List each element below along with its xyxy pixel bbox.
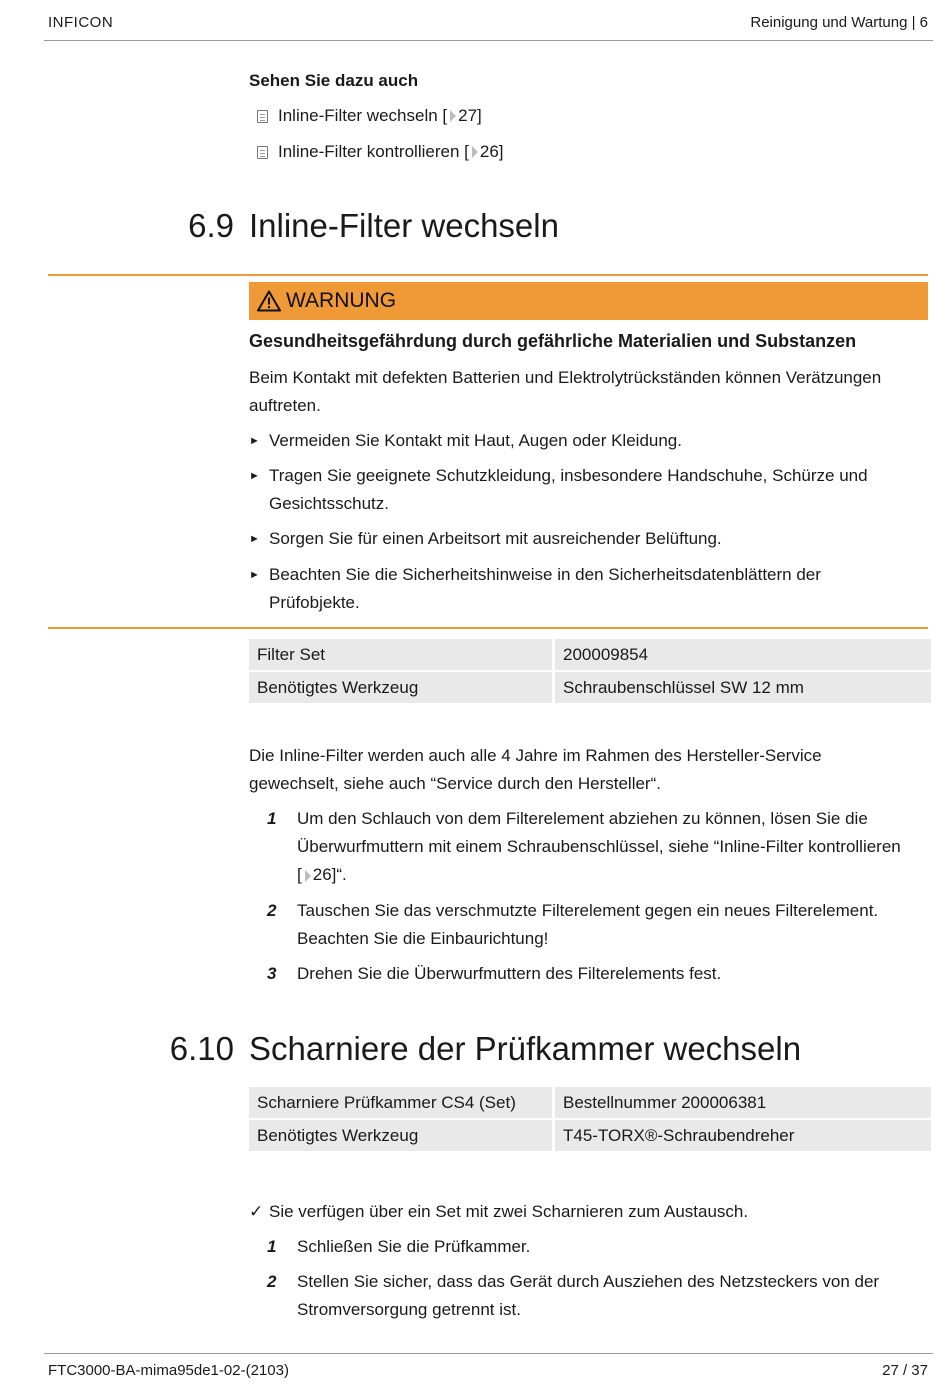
link-page: 26] [479, 142, 504, 161]
footer-doc-id: FTC3000-BA-mima95de1-02-(2103) [48, 1362, 289, 1379]
table-row [249, 639, 931, 672]
step-item [267, 897, 950, 953]
table-key: Benötigtes Werkzeug [249, 672, 555, 705]
see-also-title: Sehen Sie dazu auch [249, 71, 419, 90]
step-ref[interactable] [297, 861, 950, 889]
warning-title: Gesundheitsgefährdung durch gefährliche Materialien und Substanzen [249, 331, 857, 351]
warning-text [249, 364, 881, 420]
step-text: Überwurfmuttern mit einem Schraubenschlüssel, siehe “Inline-Filter kontrollieren [297, 837, 901, 856]
warning-text-line: auftreten. [249, 396, 321, 415]
see-also-link-1[interactable] [257, 106, 482, 126]
warning-bullet [249, 462, 929, 518]
document-icon [257, 146, 268, 159]
step-text: Drehen Sie die Überwurfmuttern des Filterelements fest. [297, 964, 722, 983]
bullet-arrow-icon: ► [249, 470, 260, 482]
warning-bullet [249, 561, 929, 617]
section-title: Inline-Filter wechseln [249, 207, 559, 244]
table-key: Scharniere Prüfkammer CS4 (Set) [249, 1087, 555, 1120]
table-key: Filter Set [249, 639, 555, 672]
page-arrow-icon [450, 110, 456, 122]
precondition-text: Sie verfügen über ein Set mit zwei Scharnieren zum Austausch. [269, 1202, 749, 1221]
table-row [249, 672, 931, 705]
step-item [267, 1233, 950, 1261]
table-value: T45-TORX®-Schraubendreher [555, 1120, 931, 1153]
page-arrow-icon [305, 870, 311, 882]
ref-page: 26]“. [312, 865, 347, 884]
section-title: Scharniere der Prüfkammer wechseln [249, 1030, 802, 1067]
section-number: 6.9 [188, 207, 234, 244]
header-section: Reinigung und Wartung | 6 [750, 14, 928, 31]
warning-top-rule [48, 274, 928, 276]
header-brand: INFICON [48, 14, 114, 31]
step-text: Stromversorgung getrennt ist. [297, 1300, 521, 1319]
link-label: Inline-Filter wechseln [ [278, 106, 448, 125]
see-also-link-2[interactable] [257, 142, 504, 162]
warning-icon [257, 290, 281, 312]
precondition [249, 1198, 929, 1226]
ref-open: [ [297, 865, 302, 884]
bullet-text: Sorgen Sie für einen Arbeitsort mit ausreichender Belüftung. [269, 529, 722, 548]
step-number: 2 [267, 901, 277, 920]
step-number: 1 [267, 1237, 277, 1256]
intro-line: gewechselt, siehe auch “Service durch den Hersteller“. [249, 774, 661, 793]
step-item [267, 1268, 950, 1324]
bullet-arrow-icon: ► [249, 569, 260, 581]
warning-banner [249, 282, 928, 320]
checkmark-icon: ✓ [249, 1202, 264, 1221]
parts-table [249, 639, 931, 705]
document-icon [257, 110, 268, 123]
bullet-text: Gesichtsschutz. [269, 494, 389, 513]
warning-bullet [249, 525, 929, 553]
warning-text-line: Beim Kontakt mit defekten Batterien und Elektrolytrückständen können Verätzungen [249, 368, 882, 387]
parts-table [249, 1087, 931, 1153]
table-value: Schraubenschlüssel SW 12 mm [555, 672, 931, 705]
link-label: Inline-Filter kontrollieren [ [278, 142, 469, 161]
warning-label: WARNUNG [286, 289, 397, 312]
step-text: Stellen Sie sicher, dass das Gerät durch Ausziehen des Netzsteckers von der [297, 1272, 880, 1291]
header-divider [44, 40, 933, 41]
footer-divider [44, 1353, 933, 1354]
bullet-text: Vermeiden Sie Kontakt mit Haut, Augen oder Kleidung. [269, 431, 682, 450]
link-page: 27] [458, 106, 482, 125]
bullet-text: Beachten Sie die Sicherheitshinweise in den Sicherheitsdatenblättern der [269, 565, 821, 584]
step-number: 2 [267, 1272, 277, 1291]
step-number: 3 [267, 964, 277, 983]
intro-text [249, 742, 822, 798]
warning-bottom-rule [48, 627, 928, 629]
table-value: 200009854 [555, 639, 931, 672]
step-number: 1 [267, 809, 277, 828]
step-text: Um den Schlauch von dem Filterelement abziehen zu können, lösen Sie die [297, 809, 868, 828]
section-number: 6.10 [169, 1030, 234, 1067]
bullet-text: Prüfobjekte. [269, 593, 360, 612]
intro-line: Die Inline-Filter werden auch alle 4 Jahre im Rahmen des Hersteller-Service [249, 746, 822, 765]
step-text: Tauschen Sie das verschmutzte Filterelement gegen ein neues Filterelement. [297, 901, 879, 920]
table-value: Bestellnummer 200006381 [555, 1087, 931, 1120]
warning-bullet [249, 427, 929, 455]
bullet-arrow-icon: ► [249, 533, 260, 545]
step-text: Schließen Sie die Prüfkammer. [297, 1237, 531, 1256]
table-row [249, 1120, 931, 1153]
table-row [249, 1087, 931, 1120]
bullet-arrow-icon: ► [249, 435, 260, 447]
table-key: Benötigtes Werkzeug [249, 1120, 555, 1153]
step-item [267, 960, 950, 988]
bullet-text: Tragen Sie geeignete Schutzkleidung, insbesondere Handschuhe, Schürze und [269, 466, 868, 485]
page-arrow-icon [472, 146, 478, 158]
footer-page-number: 27 / 37 [882, 1362, 928, 1379]
step-item [267, 805, 950, 889]
step-text: Beachten Sie die Einbaurichtung! [297, 929, 549, 948]
